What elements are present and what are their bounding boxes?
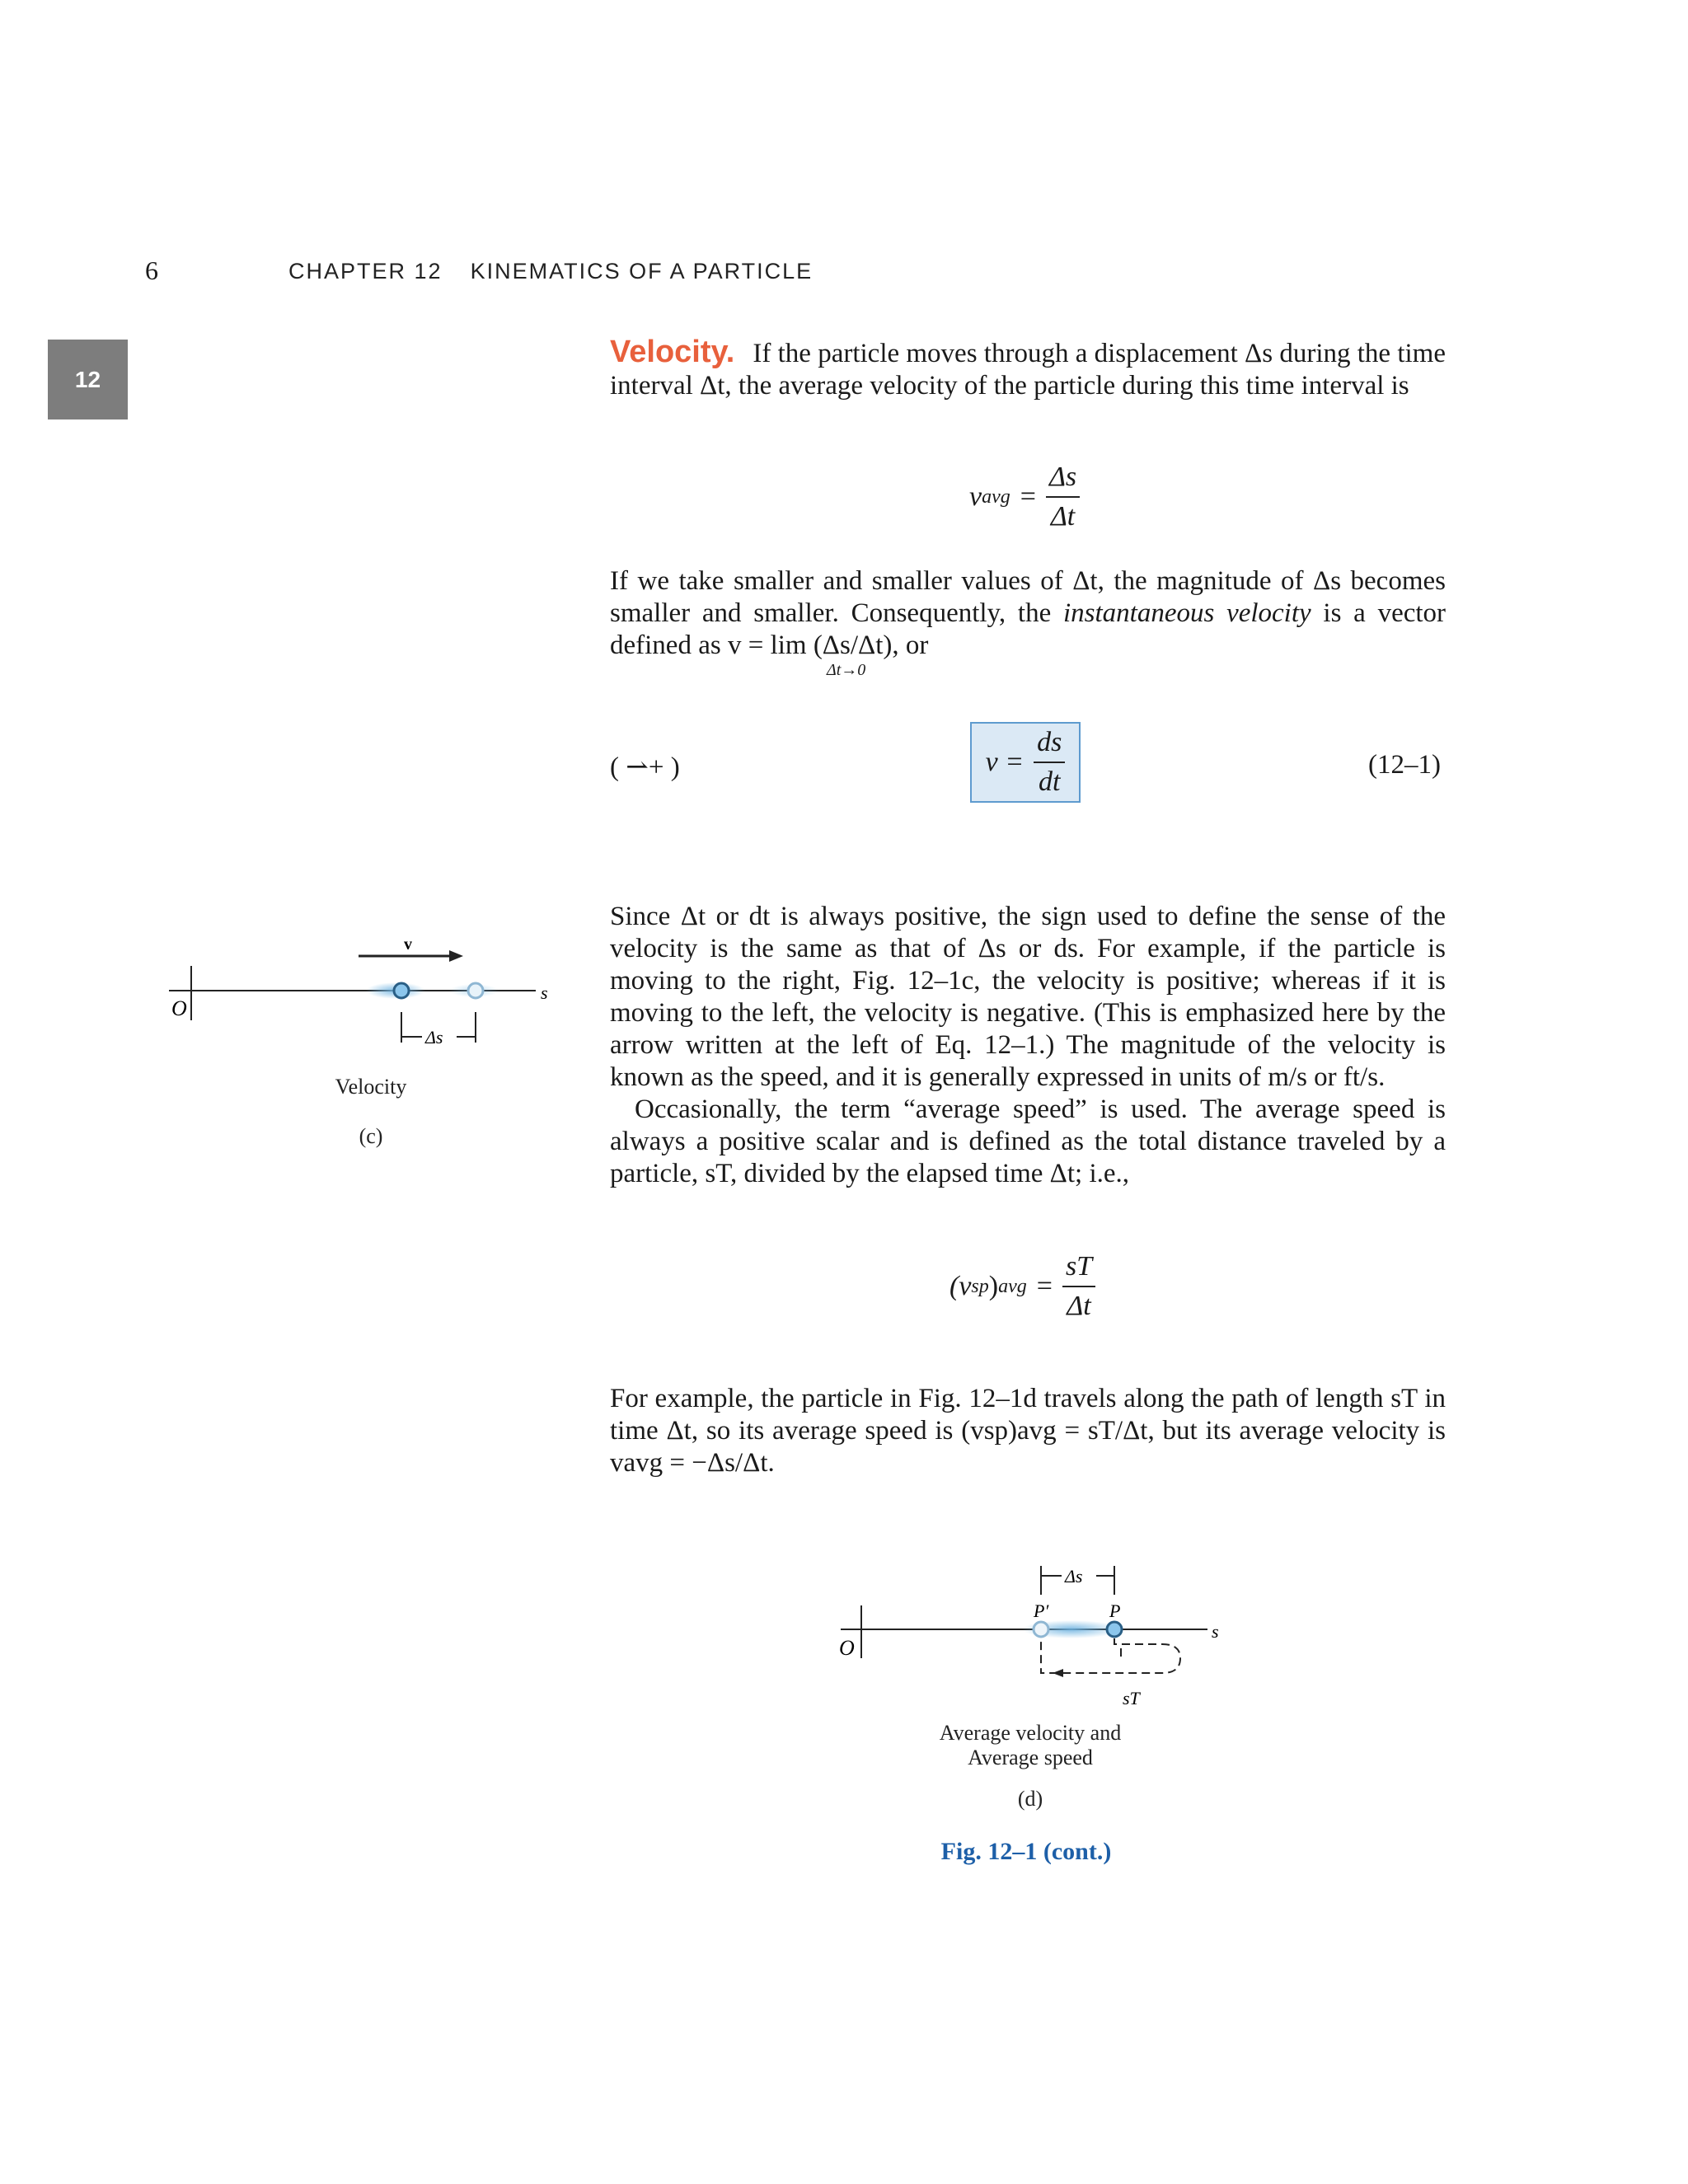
delta-label-c: Δs	[425, 1027, 443, 1047]
delta-label-d: Δs	[1065, 1566, 1083, 1586]
eq-avg-lhs: v	[969, 481, 982, 512]
eq-inst-num: ds	[1034, 727, 1065, 763]
avg-velocity-equation: v avg = $\frac{\Delta s}{\Delta t}$	[969, 462, 1080, 532]
p-prime-label: P′	[1034, 1601, 1049, 1621]
avg-speed-equation: (v sp ) avg = $\frac{sT}{\Delta t}$	[950, 1251, 1095, 1322]
eq-speed-den: Δt	[1067, 1291, 1091, 1321]
intro-paragraph	[610, 336, 1446, 402]
para5: For example, the particle in Fig. 12–1d travels along the path of length sT in time Δt, so its average speed is (vsp)avg = sT/Δt, but its average velocity is vavg = −Δs/Δt.	[610, 1384, 1446, 1478]
eq-speed-lhs: (v	[950, 1271, 972, 1301]
chapter-title: KINEMATICS OF A PARTICLE	[470, 259, 814, 284]
axis-label-d: s	[1212, 1621, 1219, 1642]
eq-speed-close: )	[988, 1271, 999, 1301]
para3: Since Δt or dt is always positive, the sign used to define the sense of the velocity is the same as that of Δs or ds. For example, if the particle is moving to the right, Fig. 12–1c, the velocity is positive; whereas if it is moving to the left, the velocity is negative. (This is emphasized here by the arrow written at the left of Eq. 12–1.) The magnitude of the velocity is known as the speed, and it is generally expressed in units of m/s or ft/s.	[610, 902, 1446, 1092]
path-arrowhead	[1053, 1669, 1063, 1677]
eq-avg-lhs-sub: avg	[982, 485, 1010, 508]
sense-arrow-symbol: ( ⇀+ )	[610, 752, 680, 782]
particle-start	[394, 983, 409, 998]
limit-subscript: Δt→0	[826, 661, 866, 679]
instantaneous-paragraph	[610, 565, 1447, 679]
eq-speed-fraction	[1062, 1251, 1095, 1322]
figure-c-title: Velocity	[335, 1075, 407, 1099]
eq-speed-sub1: sp	[971, 1275, 989, 1297]
chapter-tab: 12	[48, 340, 128, 419]
axis-label-c: s	[541, 982, 548, 1003]
para1-text: If the particle moves through a displacement Δs during the time interval Δt, the average velocity of the particle during this time interval is	[610, 339, 1446, 401]
para2-formula: v = lim (Δs/Δt), or	[727, 630, 929, 660]
eq-inst-lhs: v =	[985, 747, 1025, 777]
particle-p-prime	[1034, 1622, 1048, 1637]
para2-part1: If we take smaller and smaller values of Δt, the magnitude of Δs becomes smaller and smaller. Consequently, the	[610, 566, 1446, 628]
velocity-arrowhead	[449, 950, 463, 962]
particle-p	[1107, 1622, 1122, 1637]
figure-d-title-line2: Average speed	[968, 1746, 1093, 1769]
figure-d-title-line1: Average velocity and	[939, 1721, 1122, 1745]
sign-paragraph	[610, 901, 1446, 1190]
para2-part2: is a vector defined as	[610, 598, 1447, 660]
path-s-t	[1041, 1638, 1180, 1673]
page-number: 6	[145, 255, 158, 285]
instantaneous-velocity-equation-box	[970, 722, 1081, 803]
figure-c-part: (c)	[359, 1124, 383, 1148]
origin-label-d: O	[839, 1636, 855, 1660]
eq-inst-fraction	[1034, 727, 1065, 798]
eq-avg-num: Δs	[1046, 462, 1080, 498]
origin-label-c: O	[171, 996, 187, 1020]
section-heading: Velocity.	[610, 335, 735, 369]
chapter-label: CHAPTER 12	[288, 259, 443, 284]
para4: Occasionally, the term “average speed” is used. The average speed is always a positive scalar and is defined as the total distance traveled by a particle, sT, divided by the elapsed time Δt; i.e.,	[610, 1094, 1446, 1188]
eq-inst-den: dt	[1039, 766, 1061, 797]
eq-speed-num: sT	[1062, 1251, 1095, 1287]
eq-speed-sub2: avg	[998, 1275, 1027, 1297]
figure-d-title	[890, 1721, 1170, 1770]
figure-d-diagram	[824, 1549, 1253, 1739]
figure-c-diagram	[157, 923, 569, 1154]
para2-em: instantaneous velocity	[1062, 598, 1311, 628]
vector-label: v	[404, 935, 412, 954]
equation-number: (12–1)	[1368, 750, 1441, 780]
example-paragraph	[610, 1383, 1446, 1479]
running-head	[288, 259, 841, 284]
eq-avg-den: Δt	[1050, 501, 1076, 532]
path-label: sT	[1123, 1688, 1140, 1708]
p-label: P	[1109, 1601, 1121, 1621]
eq-avg-fraction	[1046, 462, 1080, 532]
particle-end	[468, 983, 483, 998]
limit-expression	[727, 630, 929, 679]
figure-d-part: (d)	[1017, 1787, 1043, 1811]
figure-caption: Fig. 12–1 (cont.)	[940, 1838, 1112, 1865]
